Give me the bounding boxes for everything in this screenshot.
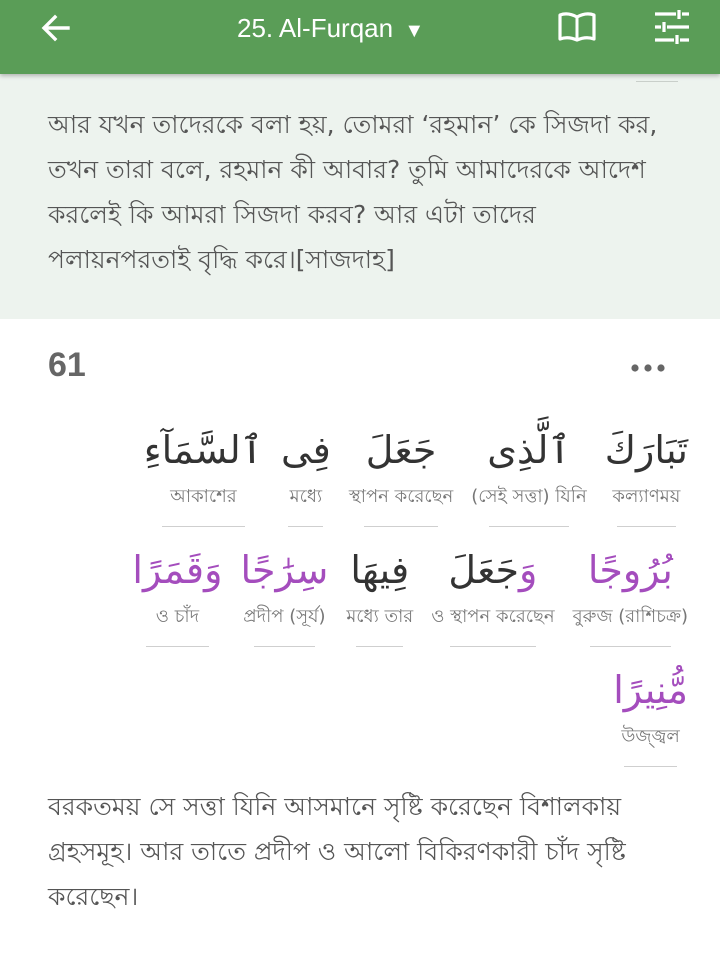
divider — [636, 81, 678, 82]
word-underline — [489, 526, 570, 527]
word-meaning: ও স্থাপন করেছেন — [431, 606, 555, 627]
word-meaning: স্থাপন করেছেন — [348, 486, 454, 507]
word-underline — [356, 646, 403, 647]
word-item[interactable] — [573, 538, 688, 647]
word-underline — [364, 526, 437, 527]
word-item[interactable] — [605, 418, 688, 527]
word-meaning: মধ্যে — [289, 486, 323, 507]
word-meaning: ও চাঁদ — [155, 606, 200, 627]
arabic-word: ٱلَّذِى — [487, 428, 571, 472]
arabic-word: تَبَارَكَ — [604, 428, 688, 472]
word-item[interactable] — [144, 418, 263, 527]
word-underline — [146, 646, 209, 647]
open-book-icon — [556, 10, 598, 44]
word-meaning: মধ্যে তার — [346, 606, 414, 627]
tune-settings-icon — [653, 9, 691, 45]
word-row — [595, 658, 688, 767]
word-item[interactable] — [613, 658, 688, 767]
word-meaning: আকাশের — [170, 486, 237, 507]
app-bar — [0, 0, 720, 74]
word-underline — [162, 526, 245, 527]
word-underline — [450, 646, 536, 647]
more-options-button[interactable] — [628, 350, 668, 386]
word-item[interactable] — [431, 538, 554, 647]
word-meaning: উজ্জ্বল — [621, 726, 680, 747]
word-meaning: প্রদীপ (সূর্য) — [243, 606, 326, 627]
arabic-word: بُرُوجًا — [587, 548, 673, 592]
word-underline — [288, 526, 323, 527]
previous-ayah-block — [0, 74, 720, 319]
back-button[interactable] — [36, 8, 76, 48]
word-row — [126, 418, 688, 527]
more-horizontal-icon — [630, 363, 666, 373]
word-meaning: বুরুজ (রাশিচক্র) — [572, 606, 688, 627]
word-meaning: (সেই সত্তা) যিনি — [471, 486, 587, 507]
arabic-word: وَجَعَلَ — [448, 548, 538, 592]
ayah-number: 61 — [48, 346, 86, 384]
word-row — [114, 538, 688, 647]
previous-ayah-translation: আর যখন তাদেরকে বলা হয়, তোমরা ‘রহমান’ কে সিজদা কর, তখন তারা বলে, রহমান কী আবার? তুমি আমাদেরকে আদেশ করলেই কি আমরা সিজদা করব? আর এটা তাদের পলায়নপরতাই বৃদ্ধি করে।[সাজদাহ] — [48, 110, 658, 274]
word-underline — [617, 526, 675, 527]
word-item[interactable] — [281, 418, 331, 527]
surah-selector[interactable] — [237, 9, 424, 50]
word-item[interactable] — [240, 538, 328, 647]
word-meaning: কল্যাণময় — [612, 486, 681, 507]
word-underline — [624, 766, 676, 767]
arabic-word: مُّنِيرًا — [613, 668, 688, 712]
ayah-translation: বরকতময় সে সত্তা যিনি আসমানে সৃষ্টি করেছেন বিশালকায় গ্রহসমূহ। আর তাতে প্রদীপ ও আলো বিকিরণকারী চাঁদ সৃষ্টি করেছেন। — [48, 792, 626, 911]
arabic-word: جَعَلَ — [365, 428, 437, 472]
arabic-word: ٱلسَّمَآءِ — [143, 428, 263, 472]
arabic-word: فِى — [280, 428, 331, 472]
word-item[interactable] — [349, 418, 453, 527]
arabic-word: سِرَٰجًا — [240, 548, 329, 592]
word-item[interactable] — [346, 538, 413, 647]
surah-title: 25. Al-Furqan — [237, 13, 394, 43]
back-arrow-icon — [38, 10, 74, 46]
reading-mode-button[interactable] — [556, 10, 598, 48]
arabic-word: فِيهَا — [350, 548, 410, 592]
word-item[interactable] — [471, 418, 586, 527]
word-item[interactable] — [132, 538, 222, 647]
dropdown-arrow-icon: ▼ — [404, 20, 425, 42]
word-underline — [254, 646, 316, 647]
word-underline — [590, 646, 671, 647]
settings-button[interactable] — [653, 9, 691, 49]
arabic-word: وَقَمَرًا — [132, 548, 223, 592]
